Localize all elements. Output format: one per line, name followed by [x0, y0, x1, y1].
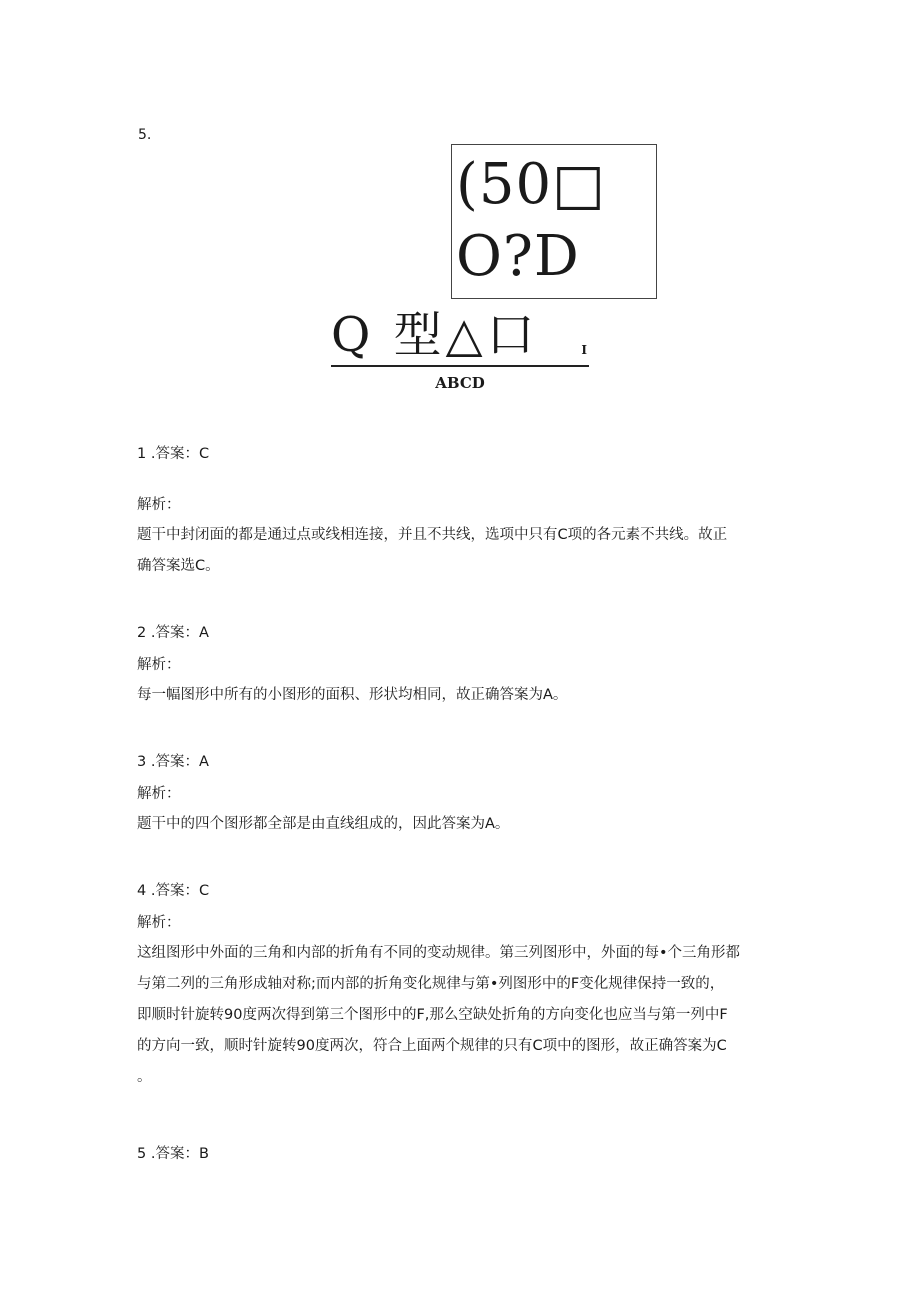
options-figure-row [331, 305, 589, 367]
answer-1-explanation [137, 520, 787, 582]
explanation-line: 即顺时针旋转90度两次得到第三个图形中的F,那么空缺处折角的方向变化也应当与第一列中F [137, 1007, 728, 1023]
explanation-line: 题干中的四个图形都全部是由直线组成的，因此答案为A。 [137, 816, 510, 832]
question-number: 5. [138, 127, 152, 143]
explanation-line: 与第二列的三角形成轴对称;而内部的折角变化规律与第•列图形中的F变化规律保持一致的， [137, 976, 725, 992]
explanation-line: 。 [137, 1069, 152, 1085]
options-figures: Q 型△口 [331, 307, 539, 363]
figure-row-2: O?D [456, 224, 580, 289]
options-letters: ABCD [435, 374, 485, 392]
answer-4-explanation [137, 938, 787, 1093]
explanation-line: 这组图形中外面的三角和内部的折角有不同的变动规律。第三列图形中，外面的每•个三角形都 [137, 945, 741, 961]
figure-row-1: (50□ [456, 152, 607, 217]
answer-2-heading: 2 .答案：A [137, 625, 209, 641]
explanation-line: 题干中封闭面的都是通过点或线相连接，并且不共线，选项中只有C项的各元素不共线。故正 [137, 527, 728, 543]
answer-2-explanation [137, 680, 787, 711]
answer-3-heading: 3 .答案：A [137, 754, 209, 770]
answer-1-heading: 1 .答案：C [137, 446, 210, 462]
explanation-line: 确答案选C。 [137, 558, 220, 574]
answer-1-label: 解析： [137, 497, 181, 513]
answer-5-heading: 5 .答案：B [137, 1146, 209, 1162]
explanation-line: 每一幅图形中所有的小图形的面积、形状均相同，故正确答案为A。 [137, 687, 568, 703]
answer-4-heading: 4 .答案：C [137, 883, 210, 899]
answer-4-label: 解析： [137, 915, 181, 931]
answer-2-label: 解析： [137, 657, 181, 673]
explanation-line: 的方向一致，顺时针旋转90度两次，符合上面两个规律的只有C项中的图形，故正确答案为C [137, 1038, 727, 1054]
answer-3-explanation [137, 809, 787, 840]
answer-3-label: 解析： [137, 786, 181, 802]
question-figure-box [451, 144, 657, 299]
options-mark: I [581, 343, 587, 357]
